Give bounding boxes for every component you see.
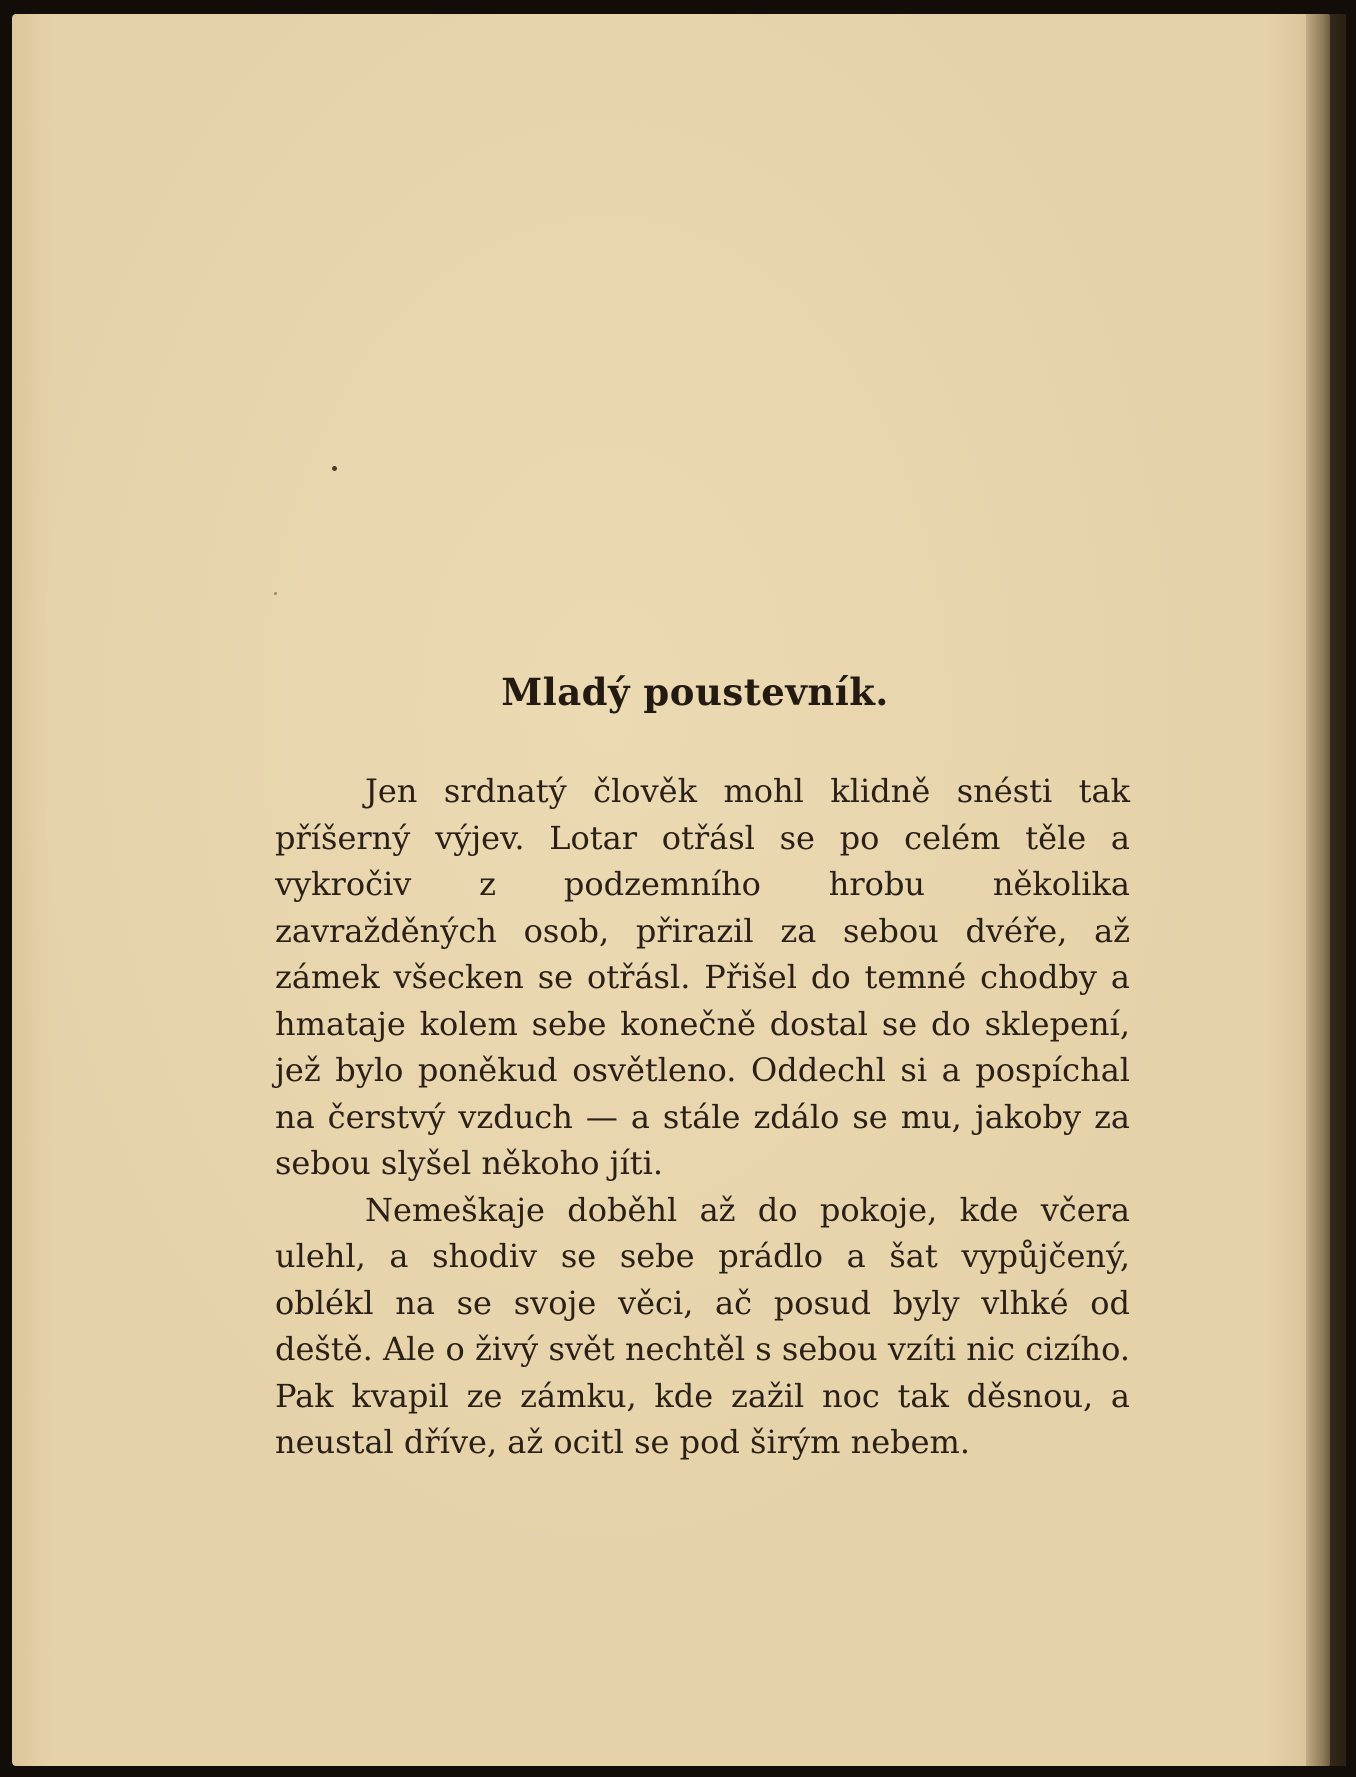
ink-speck (332, 466, 337, 471)
book-gutter-edge (1306, 14, 1346, 1766)
chapter-title: Mladý poustevník. (501, 670, 889, 714)
paragraph: Nemeškaje doběhl až do pokoje, kde včera ulehl, a shodiv se sebe prádlo a šat vypůjčený, oblékl na se svoje věci, ač posud byly vlhké od deště. Ale o živý svět nechtěl s sebou vzíti nic cizího. Pak kvapil ze zámku, kde zažil noc tak děsnou, a neustal dříve, až ocitl se pod širým nebem. (275, 1190, 1130, 1461)
ink-speck (274, 592, 277, 595)
chapter-body (275, 768, 1130, 1466)
paragraph: Jen srdnatý člověk mohl klidně snésti tak příšerný výjev. Lotar otřásl se po celém těle a vykročiv z podzemního hrobu několika zavražděných osob, přirazil za sebou dvéře, až zámek všecken se otřásl. Přišel do temné chodby a hmataje kolem sebe konečně dostal se do sklepení, jež bylo poněkud osvětleno. Oddechl si a pospíchal na čerstvý vzduch — a stále zdálo se mu, jakoby za sebou slyšel někoho jíti. (275, 772, 1130, 1182)
scan-top-border (0, 0, 1356, 14)
